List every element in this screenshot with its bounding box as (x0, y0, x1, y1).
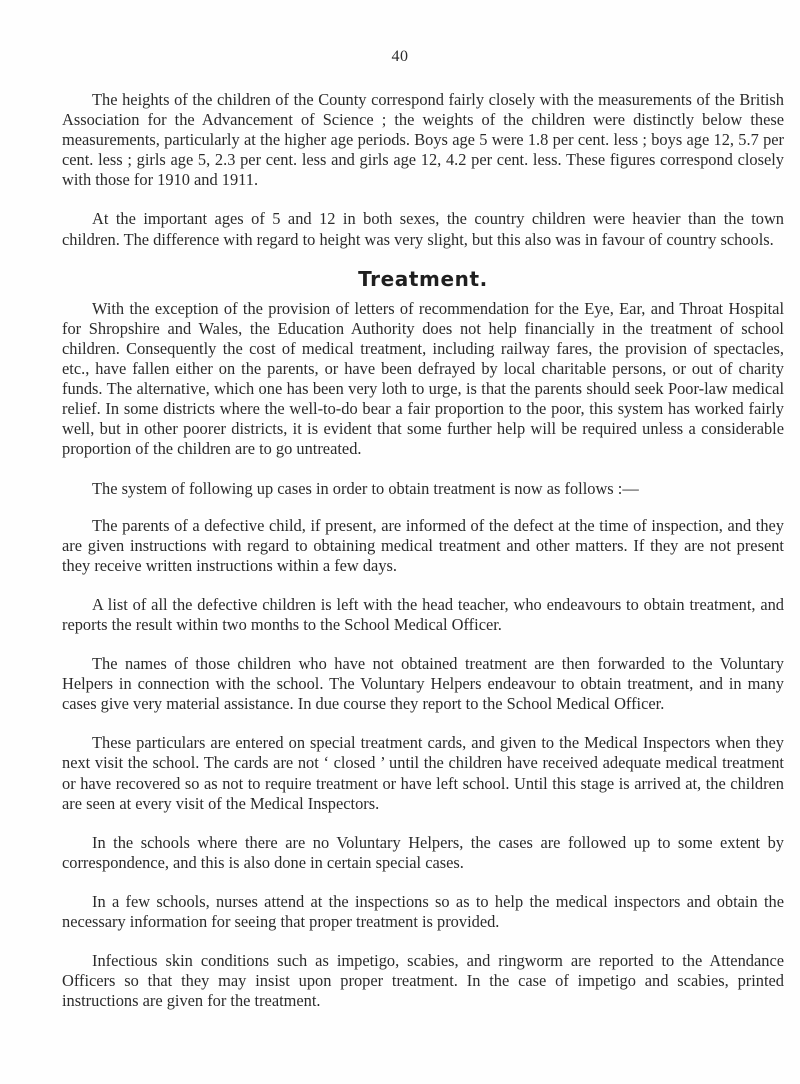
paragraph-voluntary-helpers: The names of those children who have not obtained treatment are then forwarded to the Voluntary Helpers in connection with the school. The Voluntary Helpers endeavour to obtain treatment, and in many cases give very material assistance. In due course they report to the School Medical Officer. (62, 654, 784, 714)
section-heading-treatment: Treatment. (358, 266, 488, 291)
paragraph-treatment-exception: With the exception of the provision of letters of recommendation for the Eye, Ear, and Throat Hospital for Shropshire and Wales, the Education Authority does not help financially in the treatment of school children. Consequently the cost of medical treatment, including railway fares, the provision of spectacles, etc., have fallen either on the parents, or have been defrayed by local charitable persons, or out of charity funds. The alternative, which one has been very loth to urge, is that the parents should seek Poor-law medical relief. In some districts where the well-to-do bear a fair proportion to the poor, this system has worked fairly well, but in other poorer districts, it is evident that some further help will be required unless a considerable proportion of the children are to go untreated. (62, 298, 784, 459)
paragraph-infectious-skin: Infectious skin conditions such as impetigo, scabies, and ringworm are reported to the Attendance Officers so that they may insist upon proper treatment. In the case of impetigo and scabies, printed instructions are given for the treatment. (62, 951, 784, 1011)
paragraph-nurses: In a few schools, nurses attend at the inspections so as to help the medical inspectors and obtain the necessary information for seeing that proper treatment is provided. (62, 891, 784, 931)
page-number: 40 (391, 48, 409, 65)
paragraph-treatment-cards: These particulars are entered on special treatment cards, and given to the Medical Inspectors when they next visit the school. The cards are not ‘ closed ’ until the children have received adequate medical treatment or have recovered so as not to require treatment or have left school. Until this stage is arrived at, the children are seen at every visit of the Medical Inspectors. (62, 733, 784, 813)
page-body (62, 90, 784, 1030)
paragraph-system-following: The system of following up cases in order to obtain treatment is now as follows :— (92, 478, 639, 498)
paragraph-country-children: At the important ages of 5 and 12 in both sexes, the country children were heavier than the town children. The difference with regard to height was very slight, but this also was in favour of country schools. (62, 209, 784, 249)
paragraph-list-head-teacher: A list of all the defective children is left with the head teacher, who endeavours to obtain treatment, and reports the result within two months to the School Medical Officer. (62, 594, 784, 634)
paragraph-parents-informed: The parents of a defective child, if present, are informed of the defect at the time of inspection, and they are given instructions with regard to obtaining medical treatment and other matters. If they are not present they receive written instructions within a few days. (62, 515, 784, 575)
paragraph-correspondence: In the schools where there are no Voluntary Helpers, the cases are followed up to some extent by correspondence, and this is also done in certain special cases. (62, 832, 784, 872)
paragraph-heights: The heights of the children of the County correspond fairly closely with the measurements of the British Association for the Advancement of Science ; the weights of the children were distinctly below these measurements, particularly at the higher age periods. Boys age 5 were 1.8 per cent. less ; boys age 12, 5.7 per cent. less ; girls age 5, 2.3 per cent. less and girls age 12, 4.2 per cent. less. These figures correspond closely with those for 1910 and 1911. (62, 90, 784, 190)
